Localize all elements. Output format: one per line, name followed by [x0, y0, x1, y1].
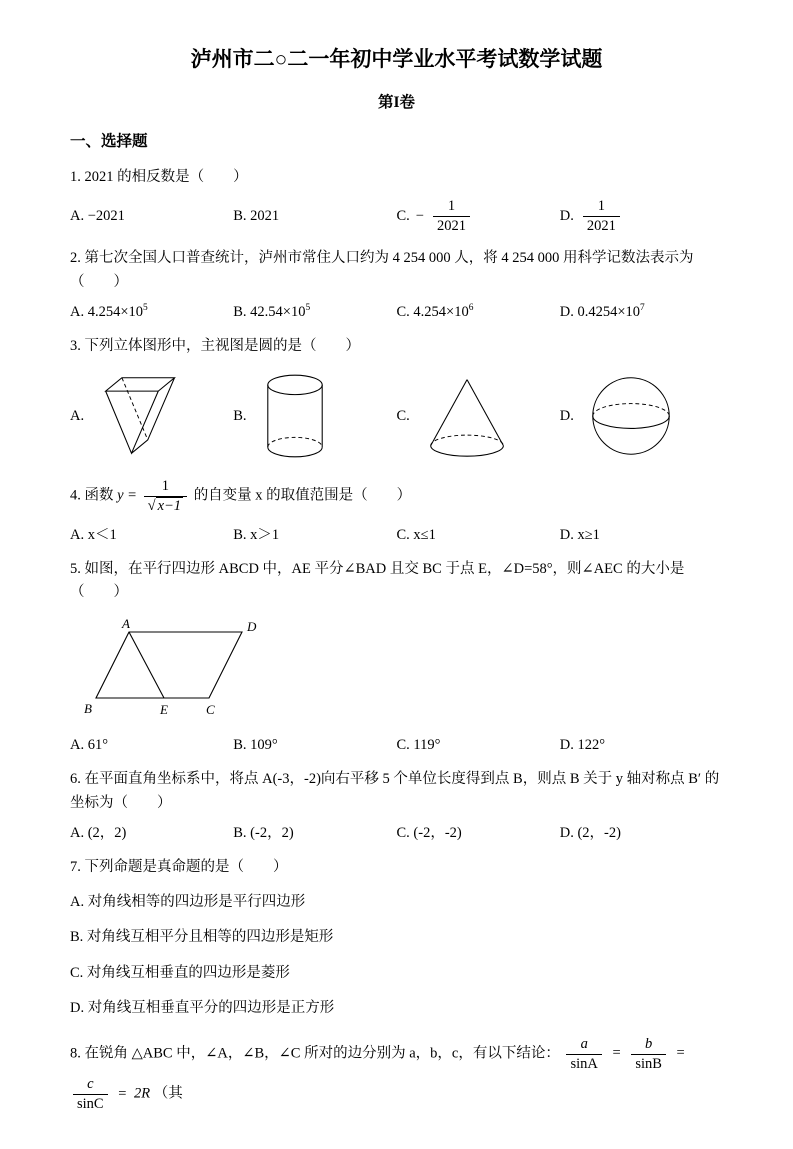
q8-stem [70, 1034, 723, 1115]
vertex-label-a: A [122, 618, 130, 632]
q7-option-d: D. 对角线互相垂直平分的四边形是正方形 [70, 999, 335, 1016]
fraction-denominator [144, 497, 187, 515]
q4-equation-lhs: y = [117, 487, 137, 504]
q2-option-a [70, 301, 233, 324]
q5-options [70, 734, 723, 757]
q3-figure-a [70, 370, 233, 462]
fraction-denominator: sinA [570, 1055, 598, 1072]
equals-sign: = [676, 1045, 685, 1062]
q2-option-a-base: A. 4.254×10 [70, 303, 144, 320]
q2-option-a-exponent: 5 [143, 302, 148, 313]
volume-heading: 第I卷 [377, 94, 416, 112]
q5-option-b: B. 109° [233, 737, 278, 754]
q4-option-b: B. x＞1 [233, 526, 280, 543]
q7-option-c: C. 对角线互相垂直的四边形是菱形 [70, 964, 290, 981]
q5-option-a: A. 61° [70, 737, 109, 754]
q3-figure-d [560, 370, 723, 462]
q7-stem: 7. 下列命题是真命题的是（ ） [70, 859, 288, 876]
equals-sign: = [612, 1045, 621, 1062]
fraction-denominator: 2021 [436, 217, 466, 234]
q1-option-c-label: C. [396, 207, 410, 224]
vertex-label-d: D [247, 619, 257, 635]
q1-option-c-fraction [433, 198, 470, 234]
q3-option-d-label: D. [559, 407, 574, 424]
parallelogram-figure [84, 618, 299, 718]
q4-option-a: A. x＜1 [70, 526, 117, 543]
fraction-denominator: sinC [77, 1095, 104, 1112]
q5-option-d: D. 122° [559, 737, 606, 754]
q3-figure-b [233, 370, 396, 462]
q6-option-a: A. (2，2) [70, 824, 127, 841]
q2-option-b [233, 301, 396, 324]
q8-tail: （其 [153, 1085, 183, 1102]
q8-fraction-a [566, 1036, 601, 1072]
q2-option-c [397, 301, 560, 324]
vertex-label-c: C [206, 702, 215, 718]
q4-stem-post: 的自变量 x 的取值范围是（ ） [193, 487, 412, 504]
q1-options [70, 196, 723, 236]
q6-stem: 6. 在平面直角坐标系中，将点 A(-3，-2)向右平移 5 个单位长度得到点 B，则点 B 关于 y 轴对称点 B′ 的坐标为（ ） [70, 771, 720, 811]
q8-fraction-b [631, 1036, 666, 1072]
fraction-numerator: c [73, 1076, 108, 1095]
q6-option-d: D. (2，-2) [559, 824, 621, 841]
section-heading: 一、选择题 [70, 133, 148, 151]
q2-option-c-base: C. 4.254×10 [396, 303, 469, 320]
vertex-label-b: B [84, 701, 92, 717]
cone-icon [424, 370, 512, 462]
fraction-numerator: b [631, 1036, 666, 1055]
q1-option-d [560, 196, 723, 236]
document-title: 泸州市二○二一年初中学业水平考试数学试题 [190, 47, 603, 71]
q1-option-a: A. −2021 [70, 207, 125, 224]
q3-stem: 3. 下列立体图形中，主视图是圆的是（ ） [70, 337, 360, 354]
q6-option-c: C. (-2，-2) [396, 824, 462, 841]
q4-option-d: D. x≥1 [559, 526, 600, 543]
q6-options [70, 822, 723, 845]
radical-sign: √ [147, 497, 156, 514]
q7-option-b: B. 对角线互相平分且相等的四边形是矩形 [70, 929, 334, 946]
q8-stem-pre: 8. 在锐角 △ABC 中，∠A，∠B，∠C 所对的边分别为 a，b，c，有以下结论： [70, 1045, 560, 1062]
q3-option-c-label: C. [396, 407, 410, 424]
q8-fraction-c [73, 1076, 108, 1112]
q3-figure-c [397, 370, 560, 462]
cylinder-icon [261, 370, 329, 462]
fraction-numerator: a [566, 1036, 601, 1055]
q2-option-b-exponent: 5 [305, 302, 311, 313]
fraction-numerator: 1 [144, 478, 187, 497]
q8-result: 2R [134, 1085, 151, 1102]
q3-option-b-label: B. [233, 407, 247, 424]
fraction-numerator: 1 [583, 198, 620, 217]
q1-option-d-label: D. [559, 207, 574, 224]
q4-stem [70, 476, 723, 516]
q5-stem: 5. 如图，在平行四边形 ABCD 中，AE 平分∠BAD 且交 BC 于点 E，∠D=58°，则∠AEC 的大小是（ ） [70, 560, 685, 600]
q2-option-d-base: D. 0.4254×10 [559, 303, 641, 320]
minus-sign: − [415, 207, 424, 224]
q2-option-d [560, 301, 723, 324]
q5-option-c: C. 119° [396, 737, 441, 754]
fraction-denominator: sinB [635, 1055, 662, 1072]
q2-options [70, 301, 723, 324]
vertex-label-e: E [160, 702, 168, 718]
sphere-icon [588, 372, 674, 460]
q1-option-c [397, 196, 560, 236]
q2-stem: 2. 第七次全国人口普查统计，泸州市常住人口约为 4 254 000 人，将 4 254 000 用科学记数法表示为（ ） [70, 250, 694, 290]
q2-option-d-exponent: 7 [640, 302, 645, 313]
fraction-denominator: 2021 [586, 217, 616, 234]
triangular-prism-icon [98, 370, 186, 462]
fraction-numerator: 1 [433, 198, 470, 217]
q3-figures [70, 370, 723, 462]
q3-option-a-label: A. [70, 407, 85, 424]
radicand: x−1 [157, 497, 182, 514]
q4-fraction [144, 478, 187, 514]
q2-option-c-exponent: 6 [468, 302, 474, 313]
q6-option-b: B. (-2，2) [233, 824, 294, 841]
q4-stem-pre: 4. 函数 [70, 487, 118, 504]
q4-option-c: C. x≤1 [396, 526, 436, 543]
q2-option-b-base: B. 42.54×10 [233, 303, 306, 320]
q1-option-d-fraction [583, 198, 620, 234]
equals-sign: = [118, 1085, 127, 1102]
q1-option-b: B. 2021 [233, 207, 280, 224]
q1-stem: 1. 2021 的相反数是（ ） [70, 168, 248, 185]
q4-options [70, 524, 723, 547]
q5-figure [84, 618, 723, 726]
q7-option-a: A. 对角线相等的四边形是平行四边形 [70, 894, 306, 911]
